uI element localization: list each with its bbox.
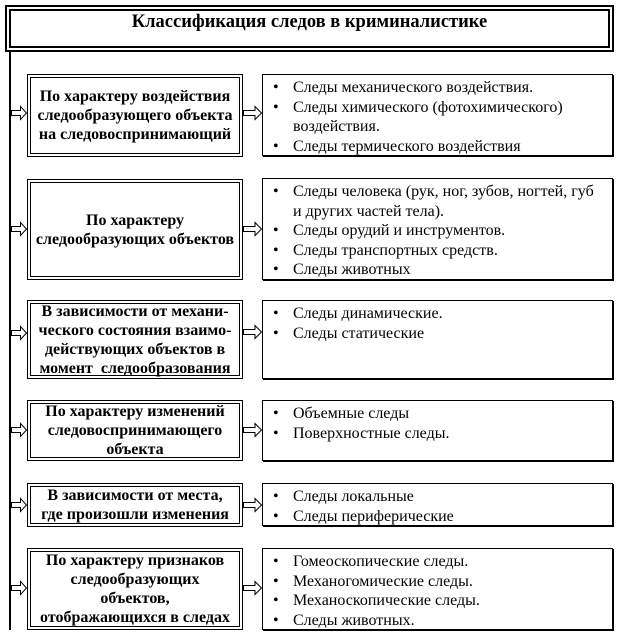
trace-types-list [263, 182, 608, 280]
right-arrow-icon [243, 325, 262, 339]
list-item [263, 304, 608, 324]
category-box [27, 74, 243, 157]
list-item [263, 241, 608, 261]
right-arrow-icon [11, 106, 27, 120]
category-label-line: По характеру изменений [45, 403, 225, 420]
trace-types-box [262, 483, 613, 526]
category-label-line: объектов, [100, 590, 170, 607]
category-box [27, 548, 243, 630]
right-arrow-icon [11, 581, 27, 595]
trace-types-list [263, 487, 608, 526]
list-item [263, 324, 608, 344]
list-item-text: Механогомические следы. [293, 572, 473, 590]
category-box [27, 483, 243, 527]
bullet-icon [273, 552, 279, 572]
diagram-title: Классификация следов в криминалистике [5, 5, 614, 52]
list-item-text: Следы орудий и инструментов. [293, 222, 506, 239]
right-arrow-icon [243, 498, 262, 512]
list-item [263, 221, 608, 241]
list-item [263, 487, 608, 507]
trace-types-list [263, 552, 608, 630]
trace-types-box [262, 178, 613, 280]
category-label-line: следообразующих объектов [35, 230, 235, 248]
category-label-line: По характеру [86, 211, 184, 229]
right-arrow-icon [11, 222, 27, 236]
category-label-line: следообразующего объекта [37, 107, 233, 124]
bullet-icon [273, 424, 279, 444]
list-item-text: Следы химического (фотохимического) [293, 98, 563, 116]
category-label-line: следообразующих [70, 571, 200, 588]
list-item-text: Следы статические [293, 324, 425, 342]
bullet-icon [273, 221, 279, 241]
trace-types-list [263, 304, 608, 343]
trace-types-list [263, 404, 608, 443]
list-item [263, 98, 608, 137]
category-label-line: ческого состояния взаимо- [38, 321, 232, 339]
bullet-icon [273, 98, 279, 118]
category-box [27, 300, 243, 379]
list-item-text: Следы локальные [293, 488, 414, 505]
list-item [263, 137, 608, 157]
category-label-line: отображающихся в следах [40, 609, 230, 626]
bullet-icon [273, 182, 279, 202]
bullet-icon [273, 241, 279, 261]
right-arrow-icon [243, 423, 262, 437]
list-item [263, 182, 608, 221]
category-box [27, 400, 243, 461]
list-item-text: Следы термического воздействия [293, 137, 521, 155]
list-item [263, 591, 608, 611]
list-item-text: Следы механического воздействия. [293, 79, 534, 96]
category-label-line: следовоспринимающего [47, 422, 223, 439]
list-item-text: и других частей тела). [293, 202, 445, 220]
category-label-line: По характеру признаков [45, 552, 225, 569]
list-item-text: Следы динамические. [293, 305, 443, 322]
bullet-icon [273, 324, 279, 344]
bullet-icon [273, 304, 279, 324]
category-label-line: По характеру воздействия [39, 88, 231, 105]
list-item-text: Следы периферические [293, 507, 454, 525]
category-label-line: В зависимости от места, [47, 487, 223, 504]
bullet-icon [273, 507, 279, 527]
right-arrow-icon [243, 222, 262, 236]
list-item [263, 552, 608, 572]
bullet-icon [273, 404, 279, 424]
list-item [263, 507, 608, 527]
list-item-text: Следы транспортных средств. [293, 241, 498, 259]
trace-types-box [262, 400, 613, 461]
trace-types-box [262, 548, 613, 630]
bullet-icon [273, 611, 279, 631]
category-label-line: объекта [106, 441, 164, 458]
list-item-text: Следы животных [293, 261, 411, 278]
right-arrow-icon [243, 581, 262, 595]
category-label-line: действующих объектов в [44, 340, 226, 358]
list-item-text: воздействия. [293, 118, 380, 135]
right-arrow-icon [11, 326, 27, 340]
category-box [27, 179, 243, 280]
list-item [263, 260, 608, 280]
trace-types-box [262, 300, 613, 379]
category-label-line: В зависимости от механи- [41, 302, 229, 320]
right-arrow-icon [11, 498, 27, 512]
list-item [263, 424, 608, 444]
bullet-icon [273, 487, 279, 507]
connector-line [9, 52, 11, 630]
list-item [263, 404, 608, 424]
list-item-text: Механоскопические следы. [293, 592, 480, 609]
list-item [263, 572, 608, 592]
list-item-text: Объемные следы [293, 405, 410, 422]
category-label-line: на следовоспринимающий [38, 126, 232, 143]
bullet-icon [273, 137, 279, 157]
trace-types-box [262, 74, 613, 156]
right-arrow-icon [11, 423, 27, 437]
category-label-line: где произошли изменения [41, 506, 229, 523]
list-item-text: Следы человека (рук, ног, зубов, ногтей, губ [293, 183, 594, 200]
bullet-icon [273, 572, 279, 592]
category-label-line: момент следообразования [39, 359, 231, 377]
list-item-text: Гомеоскопические следы. [293, 553, 469, 570]
bullet-icon [273, 260, 279, 280]
list-item [263, 611, 608, 631]
trace-types-list [263, 78, 608, 156]
list-item-text: Следы животных. [293, 611, 415, 629]
bullet-icon [273, 591, 279, 611]
list-item-text: Поверхностные следы. [293, 424, 450, 442]
list-item [263, 78, 608, 98]
right-arrow-icon [243, 106, 262, 120]
bullet-icon [273, 78, 279, 98]
